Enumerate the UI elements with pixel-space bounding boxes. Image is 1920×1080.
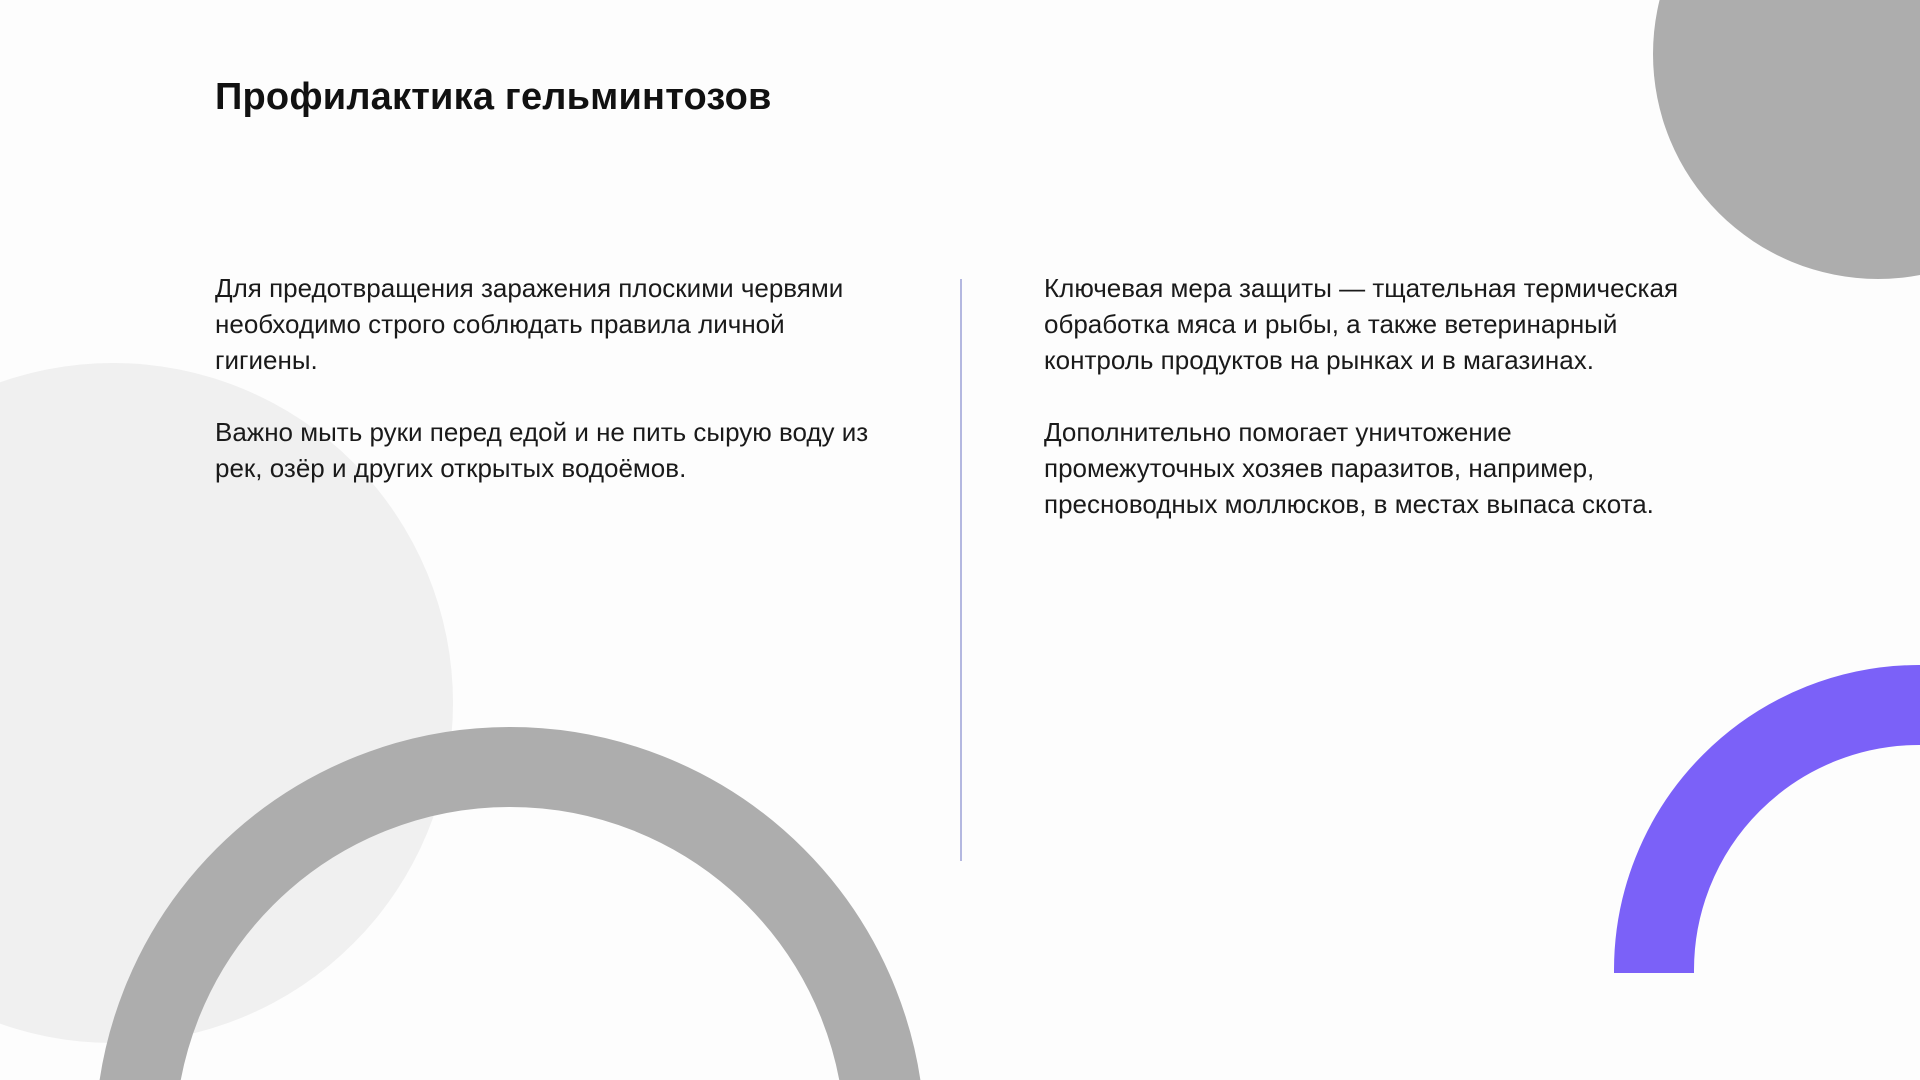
right-paragraph-1: Ключевая мера защиты — тщательная термическая обработка мяса и рыбы, а также ветеринарный контроль продуктов на рынках и в магазинах. xyxy=(1044,273,1679,375)
right-text-column xyxy=(1044,270,1684,558)
left-paragraph-2: Важно мыть руки перед едой и не пить сырую воду из рек, озёр и других открытых водоёмов. xyxy=(215,417,869,483)
left-paragraph-1: Для предотвращения заражения плоскими червями необходимо строго соблюдать правила личной гигиены. xyxy=(215,273,844,375)
left-text-column xyxy=(215,270,875,522)
column-divider xyxy=(960,279,962,861)
purple-ring-shape xyxy=(1614,665,1920,973)
decorative-grey-circle xyxy=(1653,0,1920,279)
slide-title: Профилактика гельминтозов xyxy=(215,76,772,118)
decorative-purple-arc xyxy=(1612,663,1920,973)
right-paragraph-2: Дополнительно помогает уничтожение промежуточных хозяев паразитов, например, пресноводных моллюсков, в местах выпаса скота. xyxy=(1044,417,1654,519)
